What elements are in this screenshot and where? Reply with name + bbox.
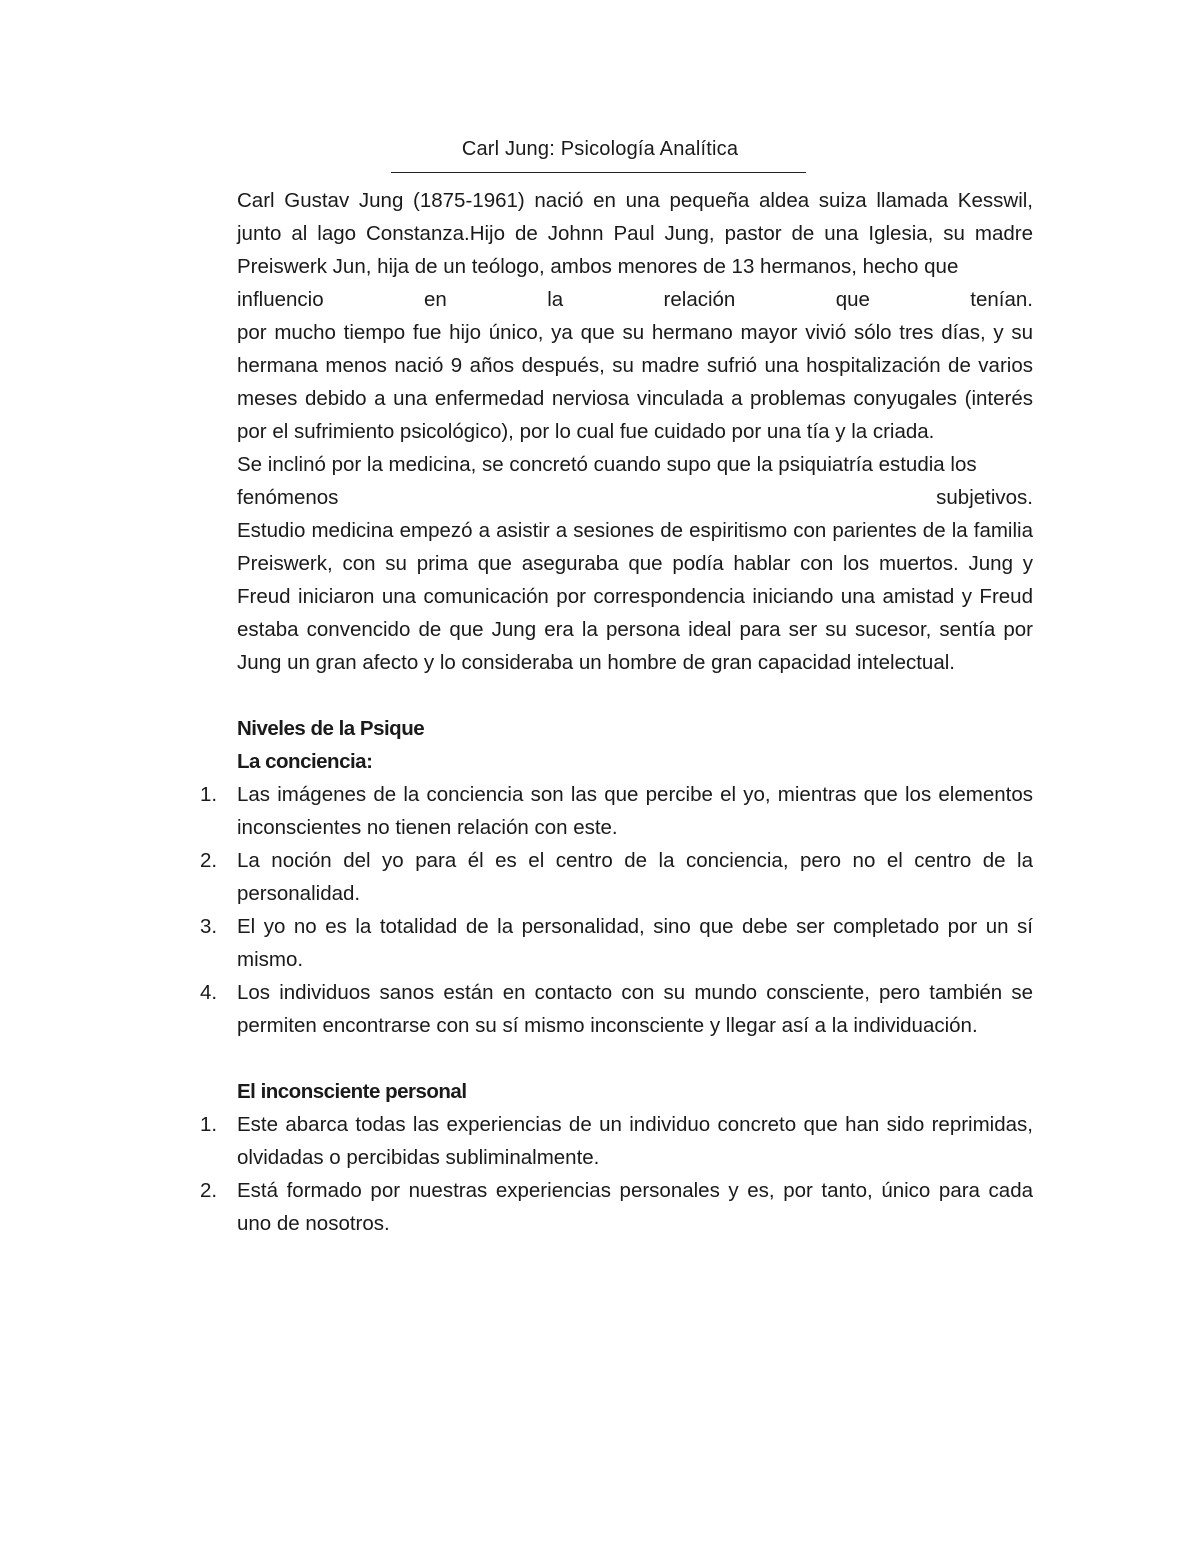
list-item-number: 4. — [200, 981, 218, 1004]
conciencia-list — [200, 778, 1033, 1042]
intro-paragraph-3: Se inclinó por la medicina, se concretó cuando supo que la psiquiatría estudia los — [237, 453, 977, 476]
spacer — [237, 679, 1033, 712]
list-item-text: Las imágenes de la conciencia son las que percibe el yo, mientras que los elementos inconscientes no tienen relación con este. — [237, 783, 1033, 839]
list-item — [200, 1174, 1033, 1240]
list-item-number: 1. — [200, 1113, 218, 1136]
list-item — [200, 778, 1033, 844]
list-item-text: Está formado por nuestras experiencias personales y es, por tanto, único para cada uno de nosotros. — [237, 1179, 1033, 1235]
list-item — [200, 844, 1033, 910]
section-subheading-conciencia: La conciencia: — [237, 750, 373, 773]
list-item-text: El yo no es la totalidad de la personalidad, sino que debe ser completado por un sí mismo. — [237, 915, 1033, 971]
intro-paragraph-3-last-line: fenómenos subjetivos. — [237, 486, 1033, 509]
list-item — [200, 910, 1033, 976]
list-item-number: 2. — [200, 849, 218, 872]
document-body — [200, 184, 1033, 1240]
inconsciente-list — [200, 1108, 1033, 1240]
list-item-number: 2. — [200, 1179, 218, 1202]
intro-paragraph-1: Carl Gustav Jung (1875-1961) nació en una pequeña aldea suiza llamada Kesswil, junto al lago Constanza.Hijo de Johnn Paul Jung, pastor de una Iglesia, su madre Preiswerk Jun, hija de un teólogo, ambos menores de 13 hermanos, hecho que — [237, 189, 1033, 278]
intro-paragraph-1-last-line: influencio en la relación que tenían. — [237, 288, 1033, 311]
list-item-number: 1. — [200, 783, 218, 806]
spacer — [237, 1042, 1033, 1075]
section-heading-niveles: Niveles de la Psique — [237, 717, 425, 740]
document-title: Carl Jung: Psicología Analítica — [461, 138, 739, 160]
list-item-number: 3. — [200, 915, 218, 938]
intro-paragraph-2: por mucho tiempo fue hijo único, ya que su hermano mayor vivió sólo tres días, y su hermana menos nació 9 años después, su madre sufrió una hospitalización de varios meses debido a una enfermedad nerviosa vinculada a problemas conyugales (interés por el sufrimiento psicológico), por lo cual fue cuidado por una tía y la criada. — [237, 321, 1033, 443]
list-item — [200, 976, 1033, 1042]
intro-paragraph-4: Estudio medicina empezó a asistir a sesiones de espiritismo con parientes de la familia Preiswerk, con su prima que aseguraba que podía hablar con los muertos. Jung y Freud iniciaron una comunicación por correspondencia iniciando una amistad y Freud estaba convencido de que Jung era la persona ideal para ser su sucesor, sentía por Jung un gran afecto y lo consideraba un hombre de gran capacidad intelectual. — [237, 519, 1033, 674]
list-item-text: Este abarca todas las experiencias de un individuo concreto que han sido reprimidas, olvidadas o percibidas subliminalmente. — [237, 1113, 1033, 1169]
list-item-text: Los individuos sanos están en contacto con su mundo consciente, pero también se permiten encontrarse con su sí mismo inconsciente y llegar así a la individuación. — [237, 981, 1033, 1037]
list-item-text: La noción del yo para él es el centro de la conciencia, pero no el centro de la personalidad. — [237, 849, 1033, 905]
list-item — [200, 1108, 1033, 1174]
title-underline — [391, 172, 806, 173]
section-heading-inconsciente: El inconsciente personal — [237, 1080, 467, 1103]
